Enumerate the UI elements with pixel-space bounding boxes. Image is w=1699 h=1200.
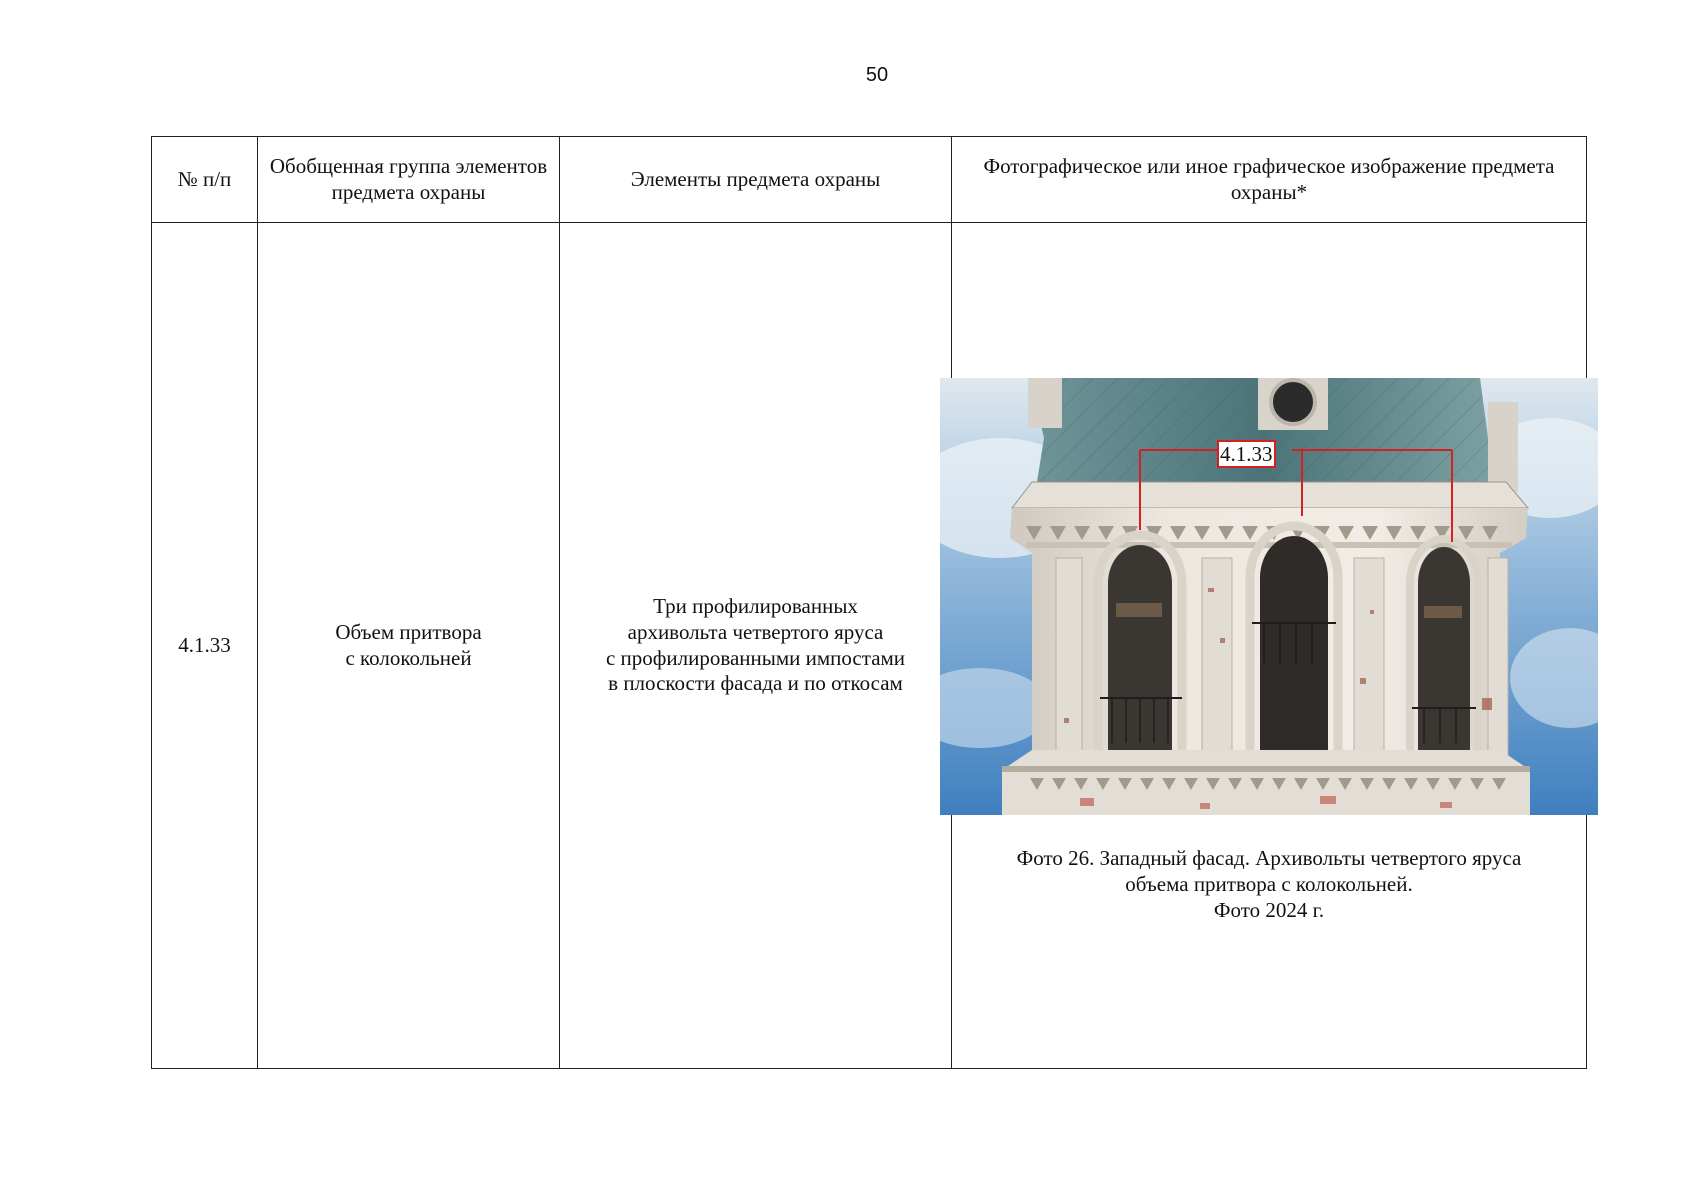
cell-elements: [560, 223, 952, 1069]
header-group: Обобщенная группа элементов предмета охраны: [258, 137, 560, 223]
photo-caption: [1017, 845, 1522, 924]
caption-line: Фото 26. Западный фасад. Архивольты четвертого яруса: [1016, 845, 1522, 870]
elements-line: в плоскости фасада и по откосам: [608, 671, 903, 696]
elements-line: с профилированными импостами: [605, 645, 906, 670]
table-row: [152, 223, 1587, 1069]
header-photo: Фотографическое или иное графическое изображение предмета охраны*: [952, 137, 1587, 223]
caption-line: Фото 2024 г.: [1213, 898, 1325, 923]
group-line: с колокольней: [345, 645, 472, 670]
elements-line: Три профилированных: [653, 594, 858, 619]
bell-tower-photo: [940, 378, 1598, 815]
table-body: [152, 223, 1587, 1069]
table-header: [152, 137, 1587, 223]
photo-block: [960, 368, 1578, 924]
cell-num: 4.1.33: [152, 223, 258, 1069]
page-number: 50: [865, 64, 889, 86]
group-line: Объем притвора: [335, 619, 482, 644]
photo-annotation-label: 4.1.33: [1217, 440, 1276, 468]
header-elements: Элементы предмета охраны: [560, 137, 952, 223]
header-row: [152, 137, 1587, 223]
cell-photo: [952, 223, 1587, 1069]
header-num: № п/п: [152, 137, 258, 223]
elements-line: архивольта четвертого яруса: [627, 619, 884, 644]
oculus: [1271, 380, 1315, 424]
caption-line: объема притвора с колокольней.: [1125, 871, 1413, 896]
cell-group: [258, 223, 560, 1069]
protection-elements-table: [151, 136, 1587, 1069]
